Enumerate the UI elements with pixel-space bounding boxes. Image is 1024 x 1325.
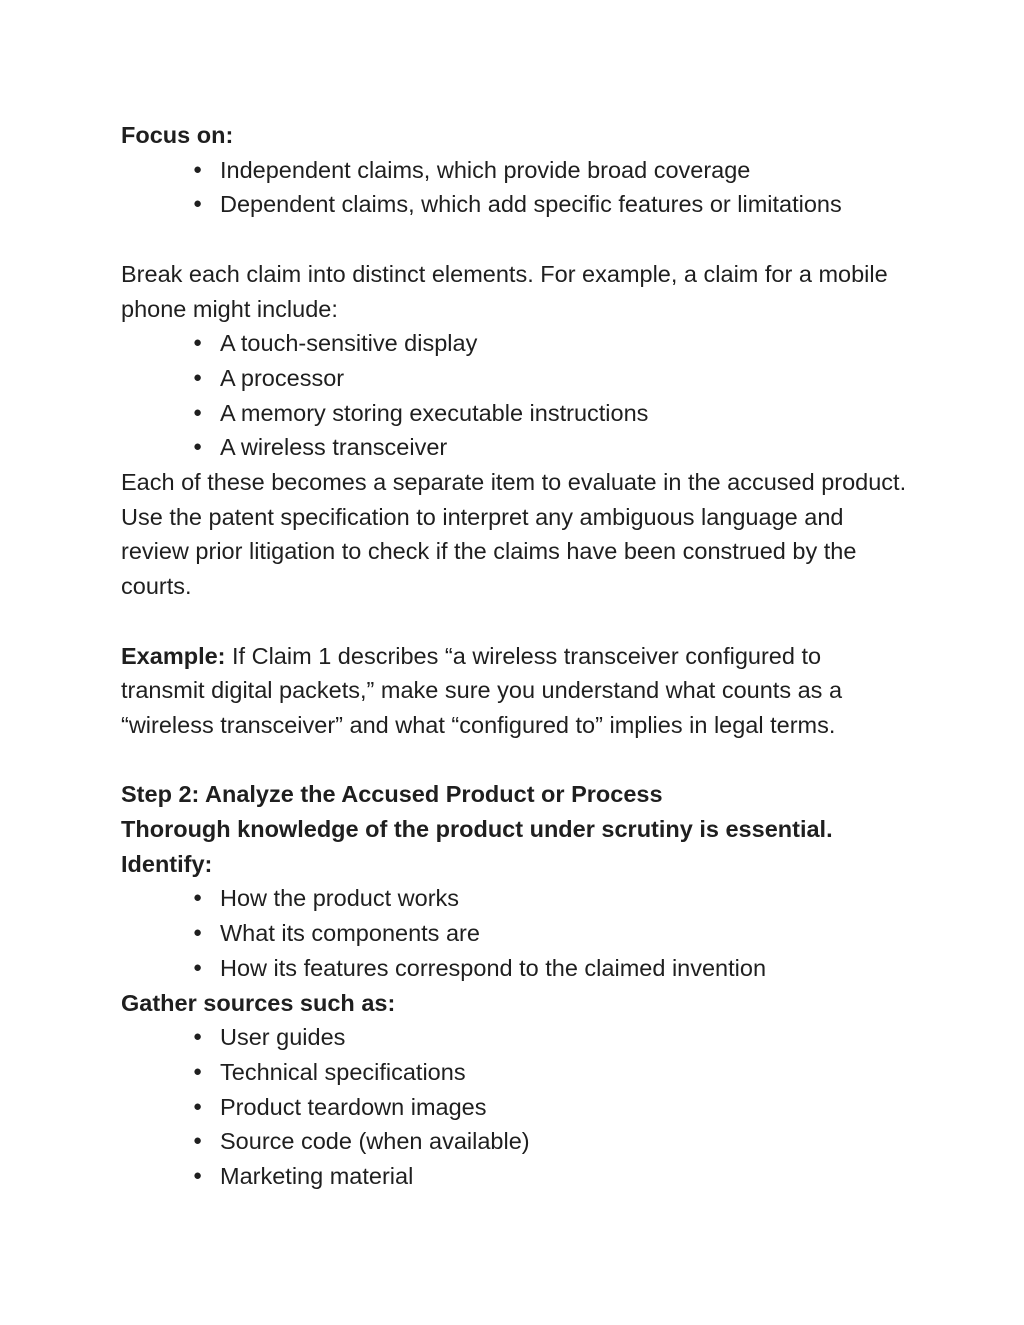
bullet-icon: ● [193, 160, 203, 178]
list-item: ● A touch-sensitive display [121, 326, 911, 361]
bullet-icon: ● [193, 889, 203, 907]
sources-heading: Gather sources such as: [121, 989, 396, 1016]
step2-subheading: Thorough knowledge of the product under scrutiny is essential. Identify: [121, 816, 833, 877]
bullet-icon: ● [193, 924, 203, 942]
example-text: If Claim 1 describes “a wireless transceiver configured to transmit digital packets,” make sure you understand what counts as a “wireless transceiver” and what “configured to” implies in legal terms. [121, 642, 843, 738]
bullet-icon: ● [193, 334, 203, 352]
bullet-icon: ● [193, 368, 203, 386]
bullet-icon: ● [193, 403, 203, 421]
list-item: ● Product teardown images [121, 1090, 911, 1125]
list-item: ● Source code (when available) [121, 1124, 911, 1159]
bullet-icon: ● [193, 958, 203, 976]
list-item: ● Dependent claims, which add specific features or limitations [121, 187, 911, 222]
bullet-icon: ● [193, 1132, 203, 1150]
list-item: ● Technical specifications [121, 1055, 911, 1090]
example-paragraph [121, 639, 911, 743]
focus-heading: Focus on: [121, 122, 234, 148]
list-item: ● How the product works [121, 881, 911, 916]
list-item: ● A processor [121, 361, 911, 396]
identify-list [121, 881, 911, 985]
bullet-icon: ● [193, 1097, 203, 1115]
bullet-icon: ● [193, 1167, 203, 1185]
spacer [121, 604, 911, 639]
document-page [121, 118, 911, 1194]
step2-heading: Step 2: Analyze the Accused Product or Process [121, 781, 663, 808]
breakdown-followup: Each of these becomes a separate item to evaluate in the accused product. Use the patent specification to interpret any ambiguous language and review prior litigation to check if the claims have been construed by the courts. [121, 469, 907, 600]
breakdown-intro: Break each claim into distinct elements. For example, a claim for a mobile phone might include: [121, 260, 888, 322]
example-label: Example: [121, 642, 226, 669]
bullet-icon: ● [193, 1062, 203, 1080]
list-item: ● Independent claims, which provide broad coverage [121, 153, 911, 188]
sources-list [121, 1020, 911, 1194]
bullet-icon: ● [193, 1028, 203, 1046]
spacer [121, 222, 911, 257]
bullet-icon: ● [193, 195, 203, 213]
spacer [121, 743, 911, 778]
focus-list [121, 153, 911, 222]
list-item: ● What its components are [121, 916, 911, 951]
list-item: ● How its features correspond to the claimed invention [121, 951, 911, 986]
list-item: ● Marketing material [121, 1159, 911, 1194]
claim-elements-list [121, 326, 911, 465]
list-item: ● A memory storing executable instructions [121, 396, 911, 431]
list-item: ● User guides [121, 1020, 911, 1055]
bullet-icon: ● [193, 438, 203, 456]
list-item: ● A wireless transceiver [121, 430, 911, 465]
